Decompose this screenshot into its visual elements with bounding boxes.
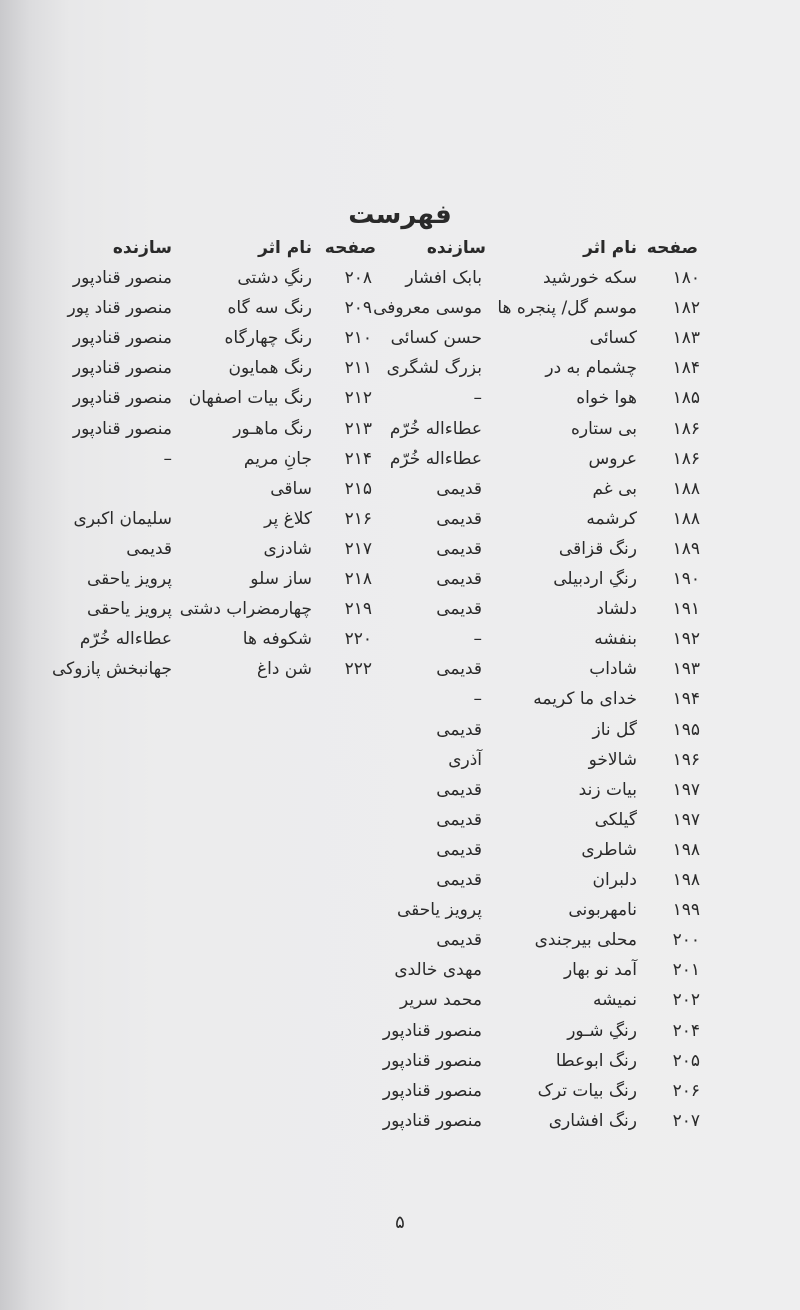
toc-page-number: ۲۰۱ (672, 960, 700, 980)
toc-composer: – (163, 449, 172, 469)
toc-title: دلشاد (596, 599, 637, 619)
toc-composer: منصور قنادپور (382, 1051, 482, 1071)
toc-title: دلبران (592, 870, 637, 890)
toc-composer: – (473, 629, 482, 649)
toc-title: رنگ سه گاه (227, 298, 312, 318)
toc-composer: سلیمان اکبری (73, 509, 172, 529)
toc-row (0, 780, 800, 810)
toc-composer: مهدی خالدی (394, 960, 482, 980)
toc-composer: قدیمی (436, 720, 482, 740)
toc-title: شاداب (589, 659, 637, 679)
toc-page-number: ۱۸۶ (672, 449, 700, 469)
header-page-right: صفحه (646, 238, 698, 258)
toc-row (0, 358, 800, 388)
toc-title: گل ناز (592, 720, 637, 740)
toc-page-number: ۲۱۰ (344, 328, 372, 348)
toc-row (0, 569, 800, 599)
toc-page-number: ۲۱۷ (344, 539, 372, 559)
page-title: فهرست (348, 200, 452, 230)
toc-row (0, 900, 800, 930)
toc-page-number: ۲۰۷ (672, 1111, 700, 1131)
toc-page-number: ۱۹۰ (672, 569, 700, 589)
toc-row (0, 539, 800, 569)
toc-page-number: ۲۰۵ (672, 1051, 700, 1071)
toc-composer: پرویز یاحقی (396, 900, 482, 920)
toc-composer: آذری (448, 750, 482, 770)
toc-page-number: ۱۹۹ (672, 900, 700, 920)
toc-title: عروس (588, 449, 637, 469)
toc-row (0, 810, 800, 840)
header-composer-right: سازنده (426, 238, 486, 258)
toc-row (0, 629, 800, 659)
toc-title: ساقی (270, 479, 312, 499)
toc-row (0, 930, 800, 960)
toc-composer: جهانبخش پازوکی (51, 659, 172, 679)
toc-composer: منصور قنادپور (382, 1021, 482, 1041)
toc-title: نامهربونی (568, 900, 637, 920)
toc-row (0, 509, 800, 539)
toc-composer: حسن کسائی (390, 328, 482, 348)
toc-composer: عطاءاله خُرّم (389, 449, 482, 469)
toc-composer: پرویز یاحقی (86, 599, 172, 619)
toc-title: ساز سلو (250, 569, 312, 589)
header-name-right: نام اثر (583, 238, 637, 258)
toc-composer: عطاءاله خُرّم (389, 419, 482, 439)
toc-page-number: ۱۹۳ (672, 659, 700, 679)
toc-page-number: ۱۸۳ (672, 328, 700, 348)
toc-composer: قدیمی (436, 840, 482, 860)
toc-title: بی ستاره (571, 419, 637, 439)
toc-title: موسم گل/ پنجره ها (497, 298, 637, 318)
toc-page-number: ۱۸۸ (672, 509, 700, 529)
toc-title: شالاخو (588, 750, 637, 770)
toc-page-number: ۲۱۱ (344, 358, 372, 378)
toc-composer: بابک افشار (405, 268, 482, 288)
toc-title: آمد نو بهار (563, 960, 637, 980)
toc-title: رنگ قزاقی (558, 539, 637, 559)
toc-row (0, 1111, 800, 1141)
toc-page-number: ۲۱۴ (344, 449, 372, 469)
toc-title: خدای ما کریمه (533, 689, 637, 709)
toc-composer: قدیمی (436, 870, 482, 890)
toc-composer: قدیمی (436, 539, 482, 559)
toc-composer: قدیمی (436, 569, 482, 589)
toc-composer: موسی معروفی (373, 298, 482, 318)
toc-composer: عطاءاله خُرّم (79, 629, 172, 649)
header-page-left: صفحه (324, 238, 376, 258)
toc-title: سکه خورشید (543, 268, 637, 288)
toc-row (0, 298, 800, 328)
toc-title: رنگ بیات اصفهان (188, 388, 312, 408)
toc-title: جانِ مریم (243, 449, 312, 469)
toc-page-number: ۱۸۲ (672, 298, 700, 318)
toc-composer: قدیمی (436, 509, 482, 529)
toc-row (0, 689, 800, 719)
toc-page-number: ۱۹۴ (672, 689, 700, 709)
toc-page-number: ۲۰۴ (672, 1021, 700, 1041)
toc-title: چهارمضراب دشتی (179, 599, 312, 619)
toc-title: رنگِ دشتی (237, 268, 312, 288)
toc-composer: منصور قنادپور (72, 419, 172, 439)
toc-page-number: ۲۰۲ (672, 990, 700, 1010)
toc-title: هوا خواه (576, 388, 637, 408)
toc-page-number: ۱۹۵ (672, 720, 700, 740)
toc-page-number: ۱۸۵ (672, 388, 700, 408)
toc-composer: منصور قنادپور (72, 268, 172, 288)
toc-title: رنگ چهارگاه (224, 328, 312, 348)
toc-page-number: ۲۱۳ (344, 419, 372, 439)
toc-page-number: ۱۸۹ (672, 539, 700, 559)
toc-title: چشمام به در (545, 358, 637, 378)
toc-title: بیات زند (578, 780, 637, 800)
toc-composer: قدیمی (126, 539, 172, 559)
toc-page-number: ۲۰۹ (344, 298, 372, 318)
toc-page-number: ۲۱۸ (344, 569, 372, 589)
toc-page-number: ۲۰۰ (672, 930, 700, 950)
toc-title: گیلکی (594, 810, 637, 830)
toc-title: بنفشه (594, 629, 637, 649)
toc-row (0, 750, 800, 780)
toc-row (0, 1021, 800, 1051)
toc-row (0, 870, 800, 900)
toc-page-number: ۱۹۱ (672, 599, 700, 619)
toc-composer: قدیمی (436, 659, 482, 679)
toc-page-number: ۱۸۶ (672, 419, 700, 439)
toc-title: کرشمه (586, 509, 637, 529)
toc-row (0, 720, 800, 750)
page-number: ۵ (395, 1212, 405, 1233)
toc-title: شکوفه ها (242, 629, 312, 649)
header-composer-left: سازنده (112, 238, 172, 258)
toc-row (0, 599, 800, 629)
toc-title: رنگ افشاری (548, 1111, 637, 1131)
toc-composer: – (473, 689, 482, 709)
toc-row (0, 419, 800, 449)
toc-composer: قدیمی (436, 599, 482, 619)
toc-title: رنگِ شـور (567, 1021, 637, 1041)
toc-composer: محمد سریر (400, 990, 482, 1010)
toc-composer: منصور قنادپور (382, 1111, 482, 1131)
toc-row (0, 1081, 800, 1111)
toc-row (0, 479, 800, 509)
toc-title: رنگ بیات ترک (537, 1081, 637, 1101)
toc-page-number: ۲۱۹ (344, 599, 372, 619)
toc-page-number: ۱۸۰ (672, 268, 700, 288)
toc-page-number: ۱۹۷ (672, 780, 700, 800)
toc-page-number: ۱۹۷ (672, 810, 700, 830)
toc-row (0, 659, 800, 689)
toc-title: شاطری (581, 840, 637, 860)
toc-composer: منصور قنادپور (72, 358, 172, 378)
toc-page-number: ۲۱۶ (344, 509, 372, 529)
toc-title: شن داغ (256, 659, 312, 679)
toc-composer: قدیمی (436, 479, 482, 499)
toc-row (0, 449, 800, 479)
toc-page-number: ۲۲۰ (344, 629, 372, 649)
toc-page-number: ۲۱۵ (344, 479, 372, 499)
toc-title: رنگ ابوعطا (555, 1051, 637, 1071)
toc-composer: قدیمی (436, 810, 482, 830)
toc-composer: منصور قنادپور (72, 388, 172, 408)
toc-title: رنگِ اردبیلی (553, 569, 637, 589)
toc-composer: قدیمی (436, 780, 482, 800)
toc-row (0, 328, 800, 358)
toc-page-number: ۱۸۸ (672, 479, 700, 499)
toc-row (0, 840, 800, 870)
toc-page-number: ۱۹۶ (672, 750, 700, 770)
toc-composer: – (473, 388, 482, 408)
toc-page-number: ۲۱۲ (344, 388, 372, 408)
toc-row (0, 1051, 800, 1081)
toc-title: کسائی (589, 328, 637, 348)
toc-composer: پرویز یاحقی (86, 569, 172, 589)
toc-row (0, 960, 800, 990)
toc-composer: منصور قنادپور (382, 1081, 482, 1101)
toc-title: نمیشه (593, 990, 637, 1010)
toc-row (0, 268, 800, 298)
toc-row (0, 990, 800, 1020)
toc-page-number: ۲۲۲ (344, 659, 372, 679)
toc-title: رنگ همایون (228, 358, 312, 378)
toc-page-number: ۱۸۴ (672, 358, 700, 378)
toc-composer: بزرگ لشگری (386, 358, 482, 378)
toc-composer: منصور قنادپور (72, 328, 172, 348)
header-name-left: نام اثر (258, 238, 312, 258)
toc-title: شادزی (263, 539, 312, 559)
toc-page-number: ۱۹۸ (672, 840, 700, 860)
toc-page-number: ۱۹۲ (672, 629, 700, 649)
toc-title: رنگ ماهـور (233, 419, 312, 439)
toc-page-number: ۲۰۶ (672, 1081, 700, 1101)
toc-page-number: ۱۹۸ (672, 870, 700, 890)
toc-row (0, 388, 800, 418)
toc-title: کلاغ پر (264, 509, 312, 529)
toc-composer: منصور قناد پور (67, 298, 172, 318)
toc-page-number: ۲۰۸ (344, 268, 372, 288)
toc-title: بی غم (592, 479, 637, 499)
toc-title: محلی بیرجندی (534, 930, 637, 950)
toc-composer: قدیمی (436, 930, 482, 950)
